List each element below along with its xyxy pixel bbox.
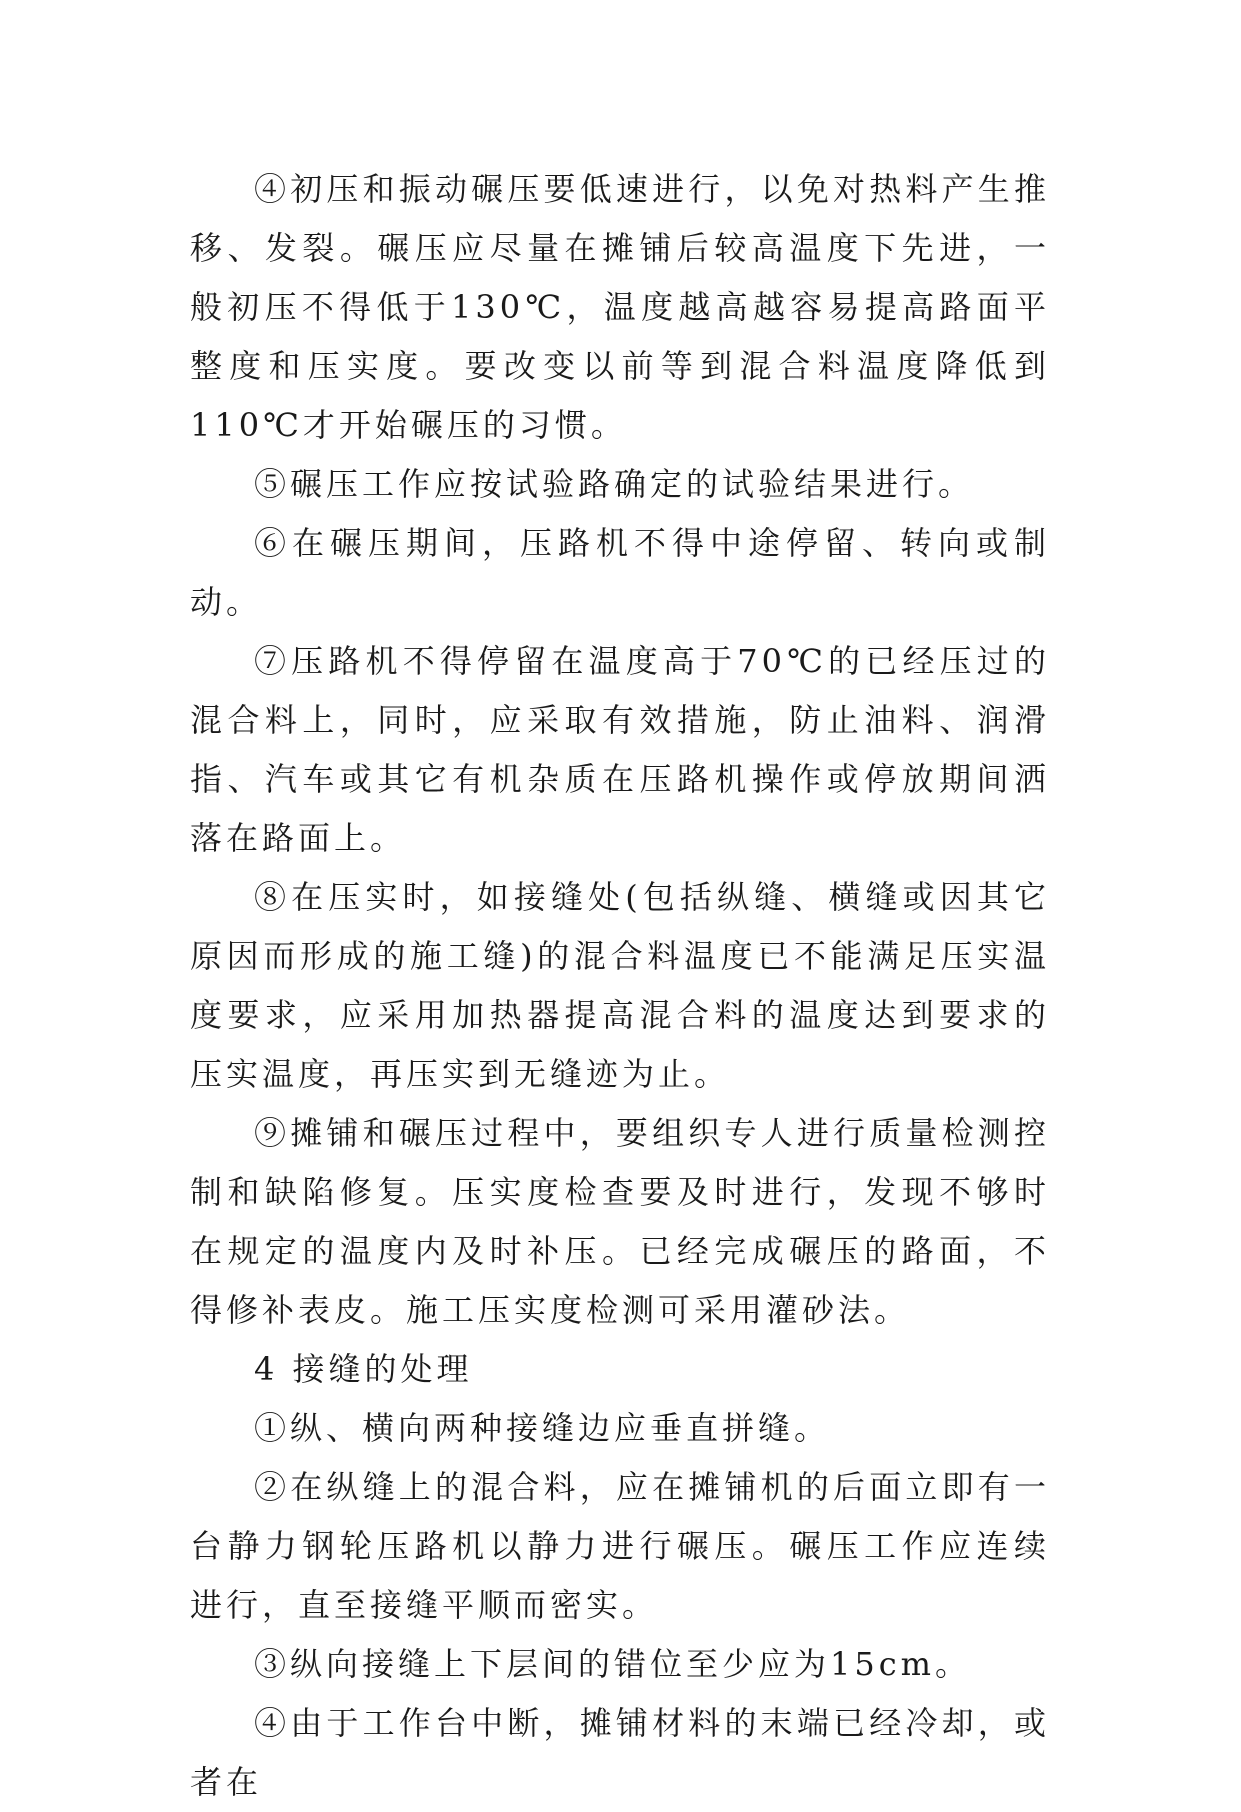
section-heading-joints: 4 接缝的处理 (254, 1350, 473, 1388)
paragraph-longitudinal-joint-rolling: ②在纵缝上的混合料，应在摊铺机的后面立即有一台静力钢轮压路机以静力进行碾压。碾压工作应连续进行，直至接缝平顺而密实。 (190, 1468, 1050, 1624)
paragraph-joint-offset: ③纵向接缝上下层间的错位至少应为15cm。 (254, 1645, 971, 1683)
paragraph-roller-parking: ⑦压路机不得停留在温度高于70℃的已经压过的混合料上，同时，应采取有效措施，防止油料、润滑指、汽车或其它有机杂质在压路机操作或停放期间洒落在路面上。 (190, 642, 1050, 857)
document-body (190, 160, 1050, 1812)
paragraph-vertical-joints: ①纵、横向两种接缝边应垂直拼缝。 (254, 1409, 831, 1447)
paragraph-test-results: ⑤碾压工作应按试验路确定的试验结果进行。 (254, 465, 975, 503)
paragraph-joint-heating: ⑧在压实时，如接缝处(包括纵缝、横缝或因其它原因而形成的施工缝)的混合料温度已不能满足压实温度要求，应采用加热器提高混合料的温度达到要求的压实温度，再压实到无缝迹为止。 (190, 878, 1050, 1093)
paragraph-quality-control: ⑨摊铺和碾压过程中，要组织专人进行质量检测控制和缺陷修复。压实度检查要及时进行，发现不够时在规定的温度内及时补压。已经完成碾压的路面，不得修补表皮。施工压实度检测可采用灌砂法。 (190, 1114, 1050, 1329)
paragraph-initial-compaction: ④初压和振动碾压要低速进行，以免对热料产生推移、发裂。碾压应尽量在摊铺后较高温度下先进，一般初压不得低于130℃，温度越高越容易提高路面平整度和压实度。要改变以前等到混合料温度降低到110℃才开始碾压的习惯。 (190, 170, 1050, 444)
paragraph-no-stopping: ⑥在碾压期间，压路机不得中途停留、转向或制动。 (190, 524, 1050, 621)
paragraph-work-interruption: ④由于工作台中断，摊铺材料的末端已经冷却，或者在 (190, 1704, 1050, 1801)
